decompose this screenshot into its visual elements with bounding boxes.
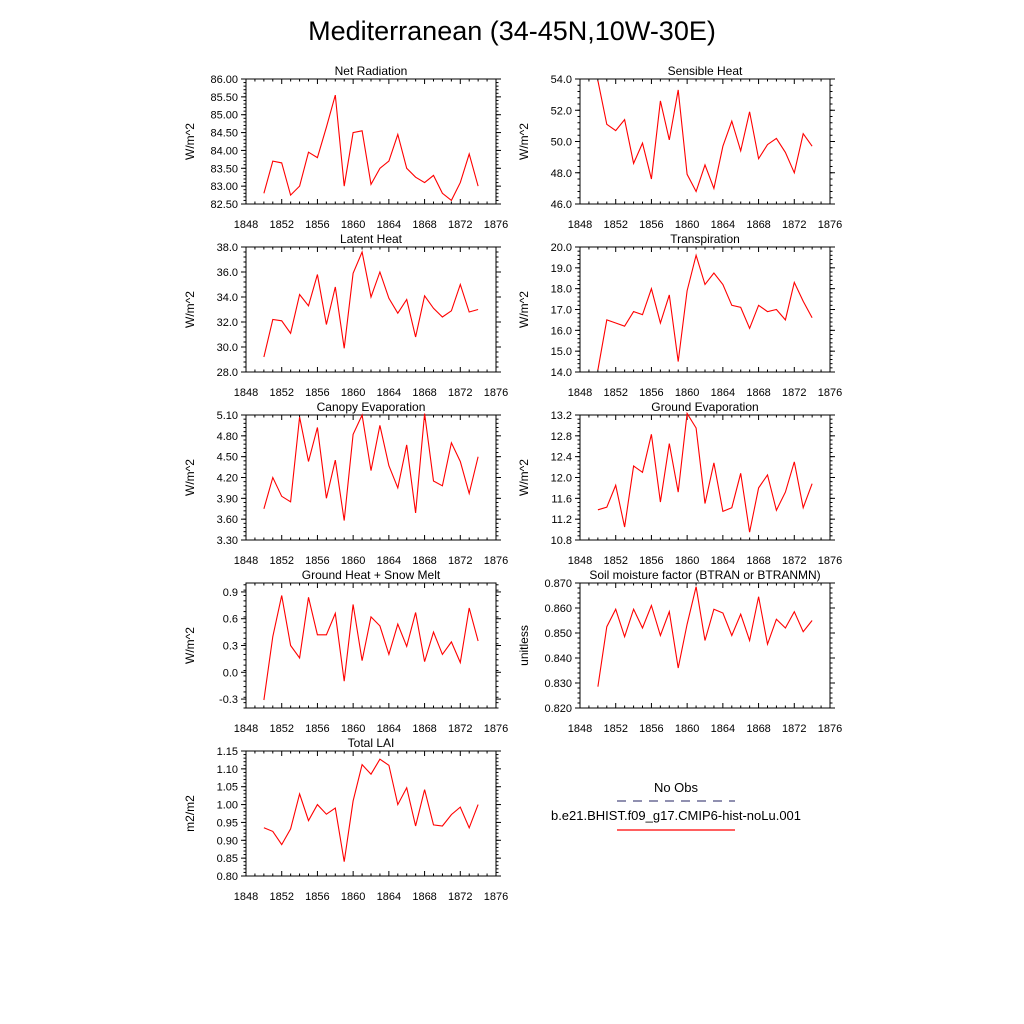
x-tick-label: 1856: [639, 219, 664, 231]
x-tick-label: 1876: [483, 891, 509, 903]
legend-model-label: b.e21.BHIST.f09_g17.CMIP6-hist-noLu.001: [550, 808, 802, 823]
x-tick-label: 1868: [746, 219, 771, 231]
x-tick-label: 1848: [233, 723, 259, 735]
y-axis-label: W/m^2: [183, 291, 197, 328]
series-line: [264, 414, 478, 521]
y-tick-label: 11.6: [551, 493, 572, 506]
y-tick-label: 13.2: [550, 410, 572, 422]
x-tick-label: 1864: [376, 555, 402, 567]
x-tick-label: 1872: [782, 555, 807, 567]
x-tick-label: 1860: [340, 555, 366, 567]
plot-frame: [580, 247, 830, 372]
x-tick-label: 1864: [710, 723, 736, 735]
y-tick-label: 3.60: [216, 514, 238, 527]
plot-frame: [580, 79, 830, 204]
x-tick-label: 1860: [674, 555, 700, 567]
x-tick-label: 1864: [376, 219, 402, 231]
x-tick-label: 1876: [817, 387, 843, 399]
y-tick-label: 11.2: [551, 514, 572, 527]
plot-frame: [580, 583, 830, 708]
figure-title: Mediterranean (34-45N,10W-30E): [308, 16, 716, 46]
x-tick-label: 1848: [233, 219, 259, 231]
y-tick-label: 3.90: [216, 493, 238, 506]
y-tick-label: 1.05: [216, 781, 238, 794]
y-tick-label: 12.0: [550, 472, 572, 485]
y-tick-label: 0.0: [222, 667, 238, 680]
y-axis-label: m2/m2: [183, 795, 197, 832]
y-tick-label: 84.00: [210, 145, 238, 158]
y-tick-label: 3.30: [216, 535, 238, 547]
x-tick-label: 1872: [448, 219, 473, 231]
x-tick-label: 1848: [233, 891, 259, 903]
panel-1: [183, 64, 508, 231]
x-tick-label: 1876: [483, 219, 509, 231]
y-tick-label: 54.0: [550, 74, 572, 86]
x-tick-label: 1848: [233, 387, 259, 399]
y-tick-label: 0.860: [544, 603, 572, 615]
y-tick-label: 85.50: [210, 91, 238, 104]
series-line: [264, 252, 478, 357]
panel-4: [517, 232, 842, 399]
panel-title: Transpiration: [670, 232, 740, 246]
y-tick-label: 10.8: [550, 535, 572, 547]
x-tick-label: 1876: [817, 723, 843, 735]
panel-title: Sensible Heat: [667, 64, 743, 78]
x-tick-label: 1856: [639, 723, 664, 735]
x-tick-label: 1860: [340, 891, 366, 903]
x-tick-label: 1876: [483, 723, 509, 735]
panel-title: Canopy Evaporation: [316, 400, 426, 414]
y-tick-label: 48.0: [550, 167, 572, 180]
panel-title: Ground Evaporation: [651, 400, 759, 414]
x-tick-label: 1876: [483, 387, 509, 399]
x-tick-label: 1872: [448, 723, 473, 735]
y-tick-label: 4.20: [216, 472, 238, 485]
x-tick-label: 1864: [710, 219, 736, 231]
y-axis-label: W/m^2: [517, 459, 531, 496]
series-line: [598, 255, 812, 370]
y-tick-label: 83.00: [210, 181, 238, 194]
y-tick-label: 83.50: [210, 163, 238, 176]
y-tick-label: 16.0: [550, 325, 572, 338]
panel-title: Soil moisture factor (BTRAN or BTRANMN): [589, 568, 821, 582]
series-line: [598, 413, 812, 532]
x-tick-label: 1872: [448, 387, 473, 399]
x-tick-label: 1864: [710, 555, 736, 567]
y-tick-label: 0.95: [216, 817, 238, 830]
panel-2: [517, 64, 842, 231]
panel-5: [183, 400, 508, 567]
x-tick-label: 1852: [603, 387, 628, 399]
x-tick-label: 1876: [817, 555, 843, 567]
x-tick-label: 1872: [782, 219, 807, 231]
y-tick-label: 0.870: [544, 578, 572, 590]
y-tick-label: 1.10: [216, 763, 238, 776]
x-tick-label: 1860: [674, 219, 700, 231]
x-tick-label: 1876: [483, 555, 509, 567]
panel-3: [183, 232, 508, 399]
y-tick-label: 5.10: [216, 410, 238, 422]
y-axis-label: unitless: [517, 625, 531, 666]
x-tick-label: 1848: [233, 555, 259, 567]
y-tick-label: 30.0: [216, 342, 238, 354]
x-tick-label: 1876: [817, 219, 843, 231]
y-tick-label: 34.0: [216, 292, 238, 304]
x-tick-label: 1856: [305, 387, 330, 399]
x-tick-label: 1848: [567, 219, 593, 231]
x-tick-label: 1868: [412, 723, 437, 735]
x-tick-label: 1852: [269, 387, 294, 399]
panel-6: [517, 400, 842, 567]
y-tick-label: 0.840: [544, 653, 572, 665]
x-tick-label: 1852: [269, 891, 294, 903]
y-tick-label: 50.0: [550, 136, 572, 149]
x-tick-label: 1852: [603, 219, 628, 231]
y-tick-label: 4.80: [216, 430, 238, 443]
y-tick-label: 0.80: [216, 871, 238, 883]
panel-title: Net Radiation: [334, 64, 408, 78]
y-axis-label: W/m^2: [183, 627, 197, 664]
y-tick-label: 15.0: [550, 346, 572, 359]
x-tick-label: 1860: [340, 723, 366, 735]
panel-title: Latent Heat: [339, 232, 403, 246]
y-tick-label: 0.830: [544, 678, 572, 690]
y-tick-label: 0.6: [222, 613, 238, 626]
x-tick-label: 1860: [340, 387, 366, 399]
y-tick-label: 19.0: [550, 262, 572, 275]
series-line: [264, 759, 478, 862]
y-tick-label: 46.0: [550, 199, 572, 211]
x-tick-label: 1868: [746, 387, 771, 399]
x-tick-label: 1868: [412, 219, 437, 231]
x-tick-label: 1856: [305, 219, 330, 231]
y-tick-label: 36.0: [216, 267, 238, 279]
x-tick-label: 1852: [269, 555, 294, 567]
x-tick-label: 1864: [376, 387, 402, 399]
x-tick-label: 1856: [639, 555, 664, 567]
plot-frame: [580, 415, 830, 540]
panel-title: Total LAI: [347, 736, 395, 750]
x-tick-label: 1868: [412, 891, 437, 903]
x-tick-label: 1860: [674, 387, 700, 399]
panel-8: [517, 568, 842, 735]
x-tick-label: 1864: [376, 723, 402, 735]
x-tick-label: 1852: [269, 723, 294, 735]
y-axis-label: W/m^2: [517, 291, 531, 328]
y-tick-label: -0.3: [219, 694, 238, 707]
y-tick-label: 18.0: [550, 283, 572, 296]
y-tick-label: 52.0: [550, 105, 572, 118]
y-tick-label: 82.50: [210, 199, 238, 211]
plot-frame: [246, 415, 496, 540]
x-tick-label: 1856: [305, 555, 330, 567]
x-tick-label: 1848: [567, 555, 593, 567]
plot-frame: [246, 751, 496, 876]
x-tick-label: 1856: [305, 891, 330, 903]
y-tick-label: 12.4: [550, 451, 572, 464]
panel-9: [183, 736, 508, 903]
series-line: [598, 587, 812, 687]
y-tick-label: 84.50: [210, 127, 238, 140]
x-tick-label: 1856: [305, 723, 330, 735]
y-tick-label: 32.0: [216, 317, 238, 329]
y-tick-label: 0.90: [216, 835, 238, 848]
y-tick-label: 0.850: [544, 628, 572, 640]
x-tick-label: 1872: [448, 891, 473, 903]
y-tick-label: 14.0: [550, 367, 572, 379]
x-tick-label: 1868: [746, 555, 771, 567]
series-line: [264, 596, 478, 701]
plot-frame: [246, 247, 496, 372]
series-line: [598, 81, 812, 192]
y-tick-label: 1.15: [216, 746, 238, 758]
legend: [551, 780, 801, 830]
y-tick-label: 0.3: [222, 640, 238, 653]
y-tick-label: 0.820: [544, 703, 572, 715]
x-tick-label: 1852: [603, 555, 628, 567]
x-tick-label: 1852: [603, 723, 628, 735]
y-tick-label: 4.50: [216, 451, 238, 464]
x-tick-label: 1848: [567, 723, 593, 735]
panel-7: [183, 568, 508, 735]
y-tick-label: 12.8: [550, 430, 572, 443]
y-tick-label: 17.0: [550, 304, 572, 317]
y-tick-label: 38.0: [216, 242, 238, 254]
y-tick-label: 20.0: [550, 242, 572, 254]
x-tick-label: 1872: [782, 723, 807, 735]
y-tick-label: 1.00: [216, 799, 238, 812]
legend-obs-label: No Obs: [653, 780, 699, 795]
y-tick-label: 0.9: [222, 586, 238, 599]
y-tick-label: 28.0: [216, 367, 238, 379]
x-tick-label: 1864: [710, 387, 736, 399]
series-line: [264, 95, 478, 200]
panels: [183, 64, 842, 903]
x-tick-label: 1860: [340, 219, 366, 231]
x-tick-label: 1872: [782, 387, 807, 399]
y-tick-label: 0.85: [216, 853, 238, 866]
x-tick-label: 1868: [412, 387, 437, 399]
x-tick-label: 1872: [448, 555, 473, 567]
x-tick-label: 1868: [746, 723, 771, 735]
x-tick-label: 1860: [674, 723, 700, 735]
x-tick-label: 1868: [412, 555, 437, 567]
x-tick-label: 1848: [567, 387, 593, 399]
plot-frame: [246, 583, 496, 708]
x-tick-label: 1864: [376, 891, 402, 903]
y-tick-label: 86.00: [210, 74, 238, 86]
x-tick-label: 1852: [269, 219, 294, 231]
panel-title: Ground Heat + Snow Melt: [301, 568, 441, 582]
x-tick-label: 1856: [639, 387, 664, 399]
y-axis-label: W/m^2: [183, 123, 197, 160]
y-tick-label: 85.00: [210, 109, 238, 122]
y-axis-label: W/m^2: [183, 459, 197, 496]
y-axis-label: W/m^2: [517, 123, 531, 160]
